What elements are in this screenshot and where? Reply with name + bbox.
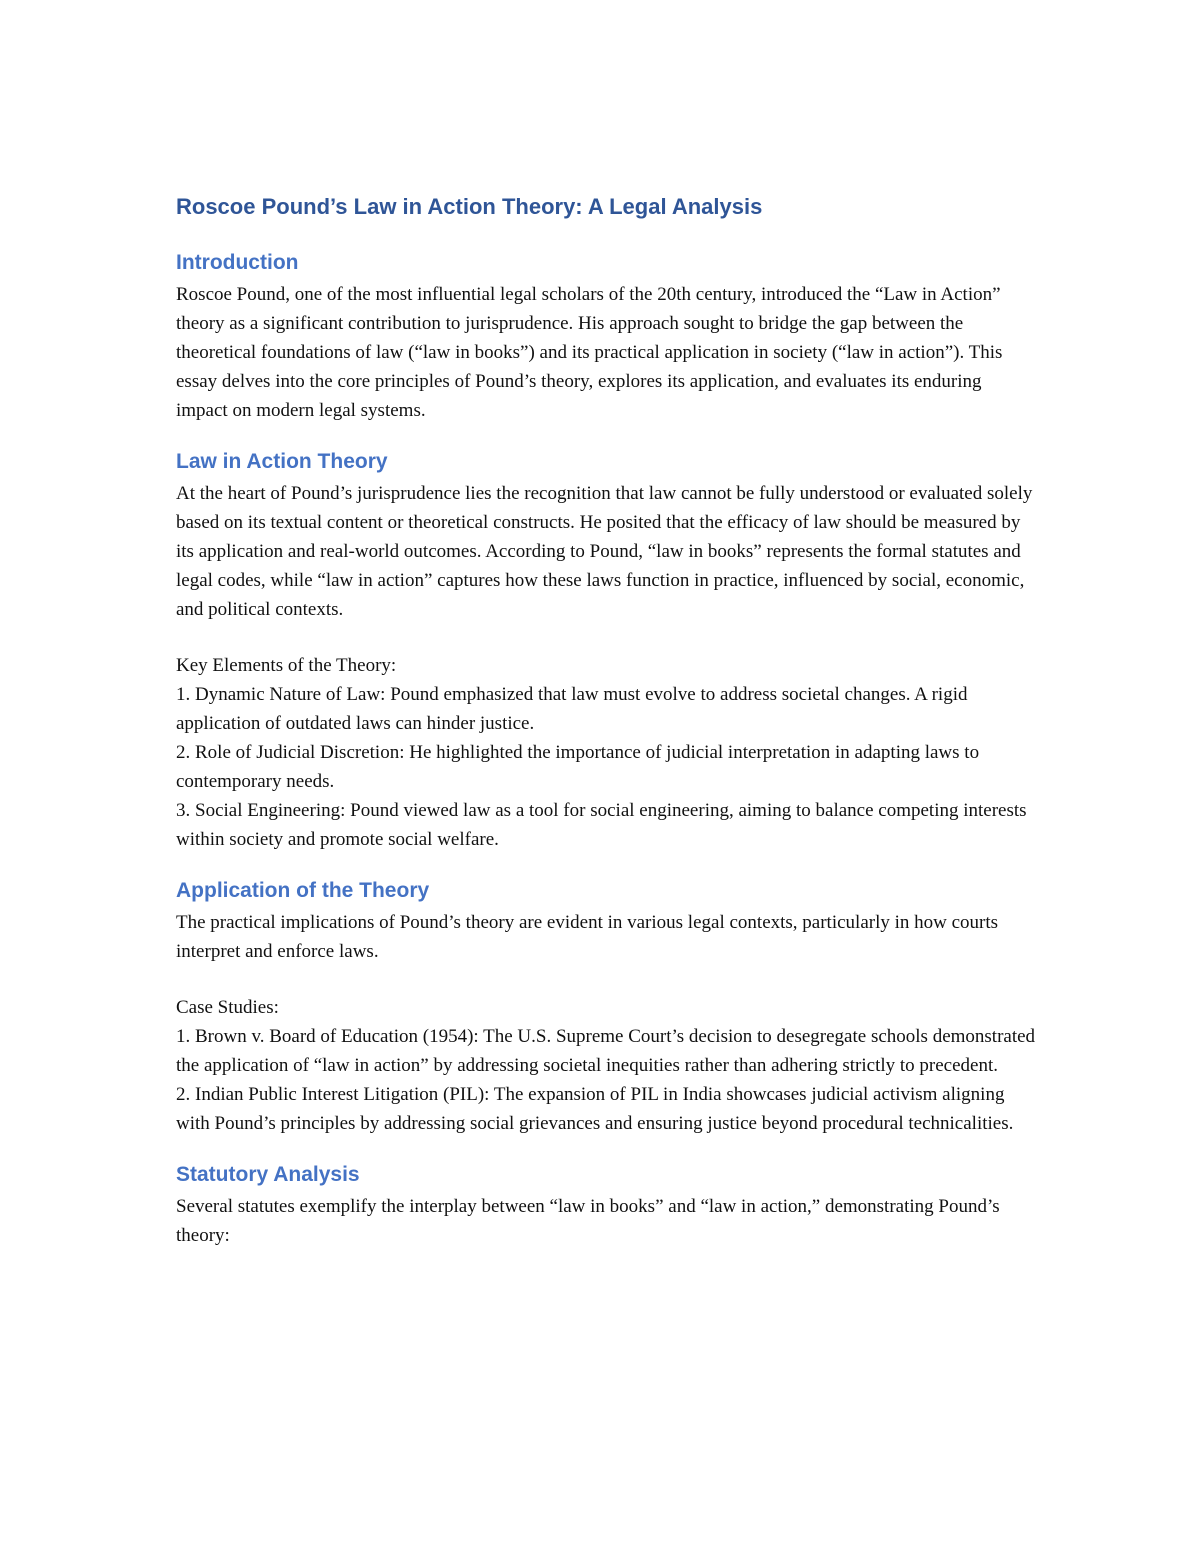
spacer <box>176 1138 1036 1160</box>
case-studies-intro: Case Studies: <box>176 997 279 1018</box>
key-elements-intro: Key Elements of the Theory: <box>176 655 397 676</box>
law-in-action-paragraph: At the heart of Pound’s jurisprudence lies the recognition that law cannot be fully understood or evaluated solely based on its textual content or theoretical constructs. He posited that the efficacy of law should be measured by its application and real-world outcomes. According to Pound, “law in books” represents the formal statutes and legal codes, while “law in action” captures how these laws function in practice, influenced by social, economic, and political contexts. <box>176 483 1033 620</box>
key-element-item: 1. Dynamic Nature of Law: Pound emphasized that law must evolve to address societal changes. A rigid application of outdated laws can hinder justice. <box>176 684 968 734</box>
section-heading-statutory: Statutory Analysis <box>176 1163 360 1186</box>
statutory-paragraph: Several statutes exemplify the interplay between “law in books” and “law in action,” demonstrating Pound’s theory: <box>176 1196 1000 1246</box>
spacer <box>176 425 1036 447</box>
application-paragraph: The practical implications of Pound’s theory are evident in various legal contexts, particularly in how courts interpret and enforce laws. <box>176 912 999 962</box>
section-heading-application: Application of the Theory <box>176 879 430 902</box>
case-study-item: 1. Brown v. Board of Education (1954): The U.S. Supreme Court’s decision to desegregate schools demonstrated the application of “law in action” by addressing societal inequities rather than adhering strictly to precedent. <box>176 1026 1036 1076</box>
spacer <box>176 966 1036 993</box>
spacer <box>176 624 1036 651</box>
document-content <box>176 190 1036 1250</box>
section-heading-introduction: Introduction <box>176 251 299 274</box>
case-study-item: 2. Indian Public Interest Litigation (PIL): The expansion of PIL in India showcases judicial activism aligning with Pound’s principles by addressing social grievances and ensuring justice beyond procedural technicalities. <box>176 1084 1014 1134</box>
document-title: Roscoe Pound’s Law in Action Theory: A Legal Analysis <box>176 194 763 219</box>
section-heading-law-in-action: Law in Action Theory <box>176 450 388 473</box>
spacer <box>176 854 1036 876</box>
introduction-paragraph: Roscoe Pound, one of the most influential legal scholars of the 20th century, introduced the “Law in Action” theory as a significant contribution to jurisprudence. His approach sought to bridge the gap between the theoretical foundations of law (“law in books”) and its practical application in society (“law in action”). This essay delves into the core principles of Pound’s theory, explores its application, and evaluates its enduring impact on modern legal systems. <box>176 284 1003 421</box>
key-element-item: 2. Role of Judicial Discretion: He highlighted the importance of judicial interpretation in adapting laws to contemporary needs. <box>176 742 980 792</box>
key-element-item: 3. Social Engineering: Pound viewed law as a tool for social engineering, aiming to balance competing interests within society and promote social welfare. <box>176 800 1027 850</box>
